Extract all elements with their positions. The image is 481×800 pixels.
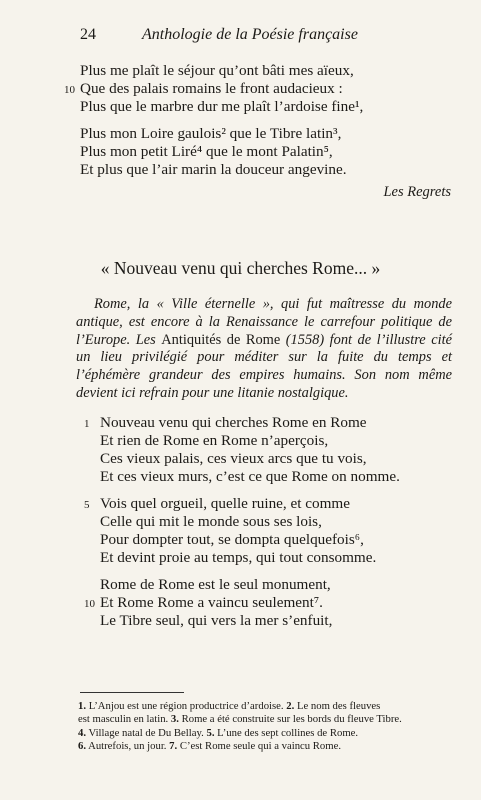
footnote-divider <box>80 692 184 693</box>
stanza <box>80 576 460 630</box>
verse-line <box>84 495 460 513</box>
footnote-number: 1. <box>78 700 87 712</box>
verse-text: Que des palais romains le front audacieux : <box>80 80 343 97</box>
verse-text: Plus que le marbre dur me plaît l’ardoise fine¹, <box>80 98 364 115</box>
verse-text: Et Rome Rome a vaincu seulement⁷. <box>100 594 323 611</box>
running-header <box>80 26 451 46</box>
verse-text: Plus mon Loire gaulois² que le Tibre latin³, <box>80 125 342 142</box>
work-title: Antiquités de Rome <box>161 331 281 348</box>
verse-text: Et devint proie au temps, qui tout consomme. <box>100 549 377 566</box>
poem-introduction <box>76 296 452 403</box>
footnote-number: 4. <box>78 726 87 739</box>
footnote-text: est masculin en latin. <box>78 713 171 726</box>
footnote-line <box>78 713 452 726</box>
verse-line <box>80 161 460 179</box>
verse-line <box>80 143 460 161</box>
verse-line <box>100 513 460 531</box>
footnote-text: Rome a été construite sur les bords du fleuve Tibre. <box>178 713 402 726</box>
verse-text: Plus me plaît le séjour qu’ont bâti mes aïeux, <box>80 62 354 79</box>
footnote-number: 7. <box>169 740 178 753</box>
footnote-number: 6. <box>78 740 87 753</box>
line-number: 1 <box>84 418 90 430</box>
footnote-line <box>78 740 452 753</box>
verse-line <box>64 80 460 98</box>
verse-text: Rome de Rome est le seul monument, <box>100 576 331 593</box>
footnote-number: 3. <box>170 713 179 726</box>
verse-line <box>100 450 460 468</box>
page-number: 24 <box>80 26 96 43</box>
verse-line <box>84 414 460 432</box>
footnote-text: C’est Rome seule qui a vaincu Rome. <box>177 740 341 753</box>
verse-text: Vois quel orgueil, quelle ruine, et comme <box>100 495 350 512</box>
stanza <box>64 62 460 116</box>
verse-text: Celle qui mit le monde sous ses lois, <box>100 513 322 530</box>
verse-line <box>84 594 460 612</box>
footnote-text: Autrefois, un jour. <box>86 740 170 753</box>
footnotes <box>78 700 452 754</box>
line-number: 5 <box>84 499 90 511</box>
footnote-text: L’Anjou est une région productrice d’ardoise. <box>86 700 287 712</box>
verse-line <box>80 98 460 116</box>
verse-line <box>100 432 460 450</box>
verse-line <box>100 612 460 630</box>
verse-line <box>80 125 460 143</box>
verse-line <box>100 531 460 549</box>
poem-source: Les Regrets <box>383 184 451 200</box>
footnote-text: Le nom des fleuves <box>294 700 381 712</box>
verse-line <box>100 468 460 486</box>
footnote-number: 2. <box>286 700 295 712</box>
line-number: 10 <box>84 598 95 610</box>
poem-excerpt-regrets <box>64 62 460 188</box>
stanza <box>80 495 460 567</box>
footnote-text: L’une des sept collines de Rome. <box>214 726 359 739</box>
footnote-line <box>78 727 452 740</box>
intro-text: Rome, la « Ville éternelle », qui fut maîtresse du monde antique, est encore à la Renaissance le carrefour politique de l’Europe. Les <box>76 296 452 348</box>
verse-text: Ces vieux palais, ces vieux arcs que tu vois, <box>100 450 367 467</box>
verse-text: Et ces vieux murs, c’est ce que Rome on nomme. <box>100 468 400 485</box>
verse-text: Pour dompter tout, se dompta quelquefois⁶, <box>100 531 364 548</box>
verse-line <box>100 576 460 594</box>
running-title: Anthologie de la Poésie française <box>142 26 358 43</box>
verse-line <box>100 549 460 567</box>
stanza <box>80 125 460 179</box>
poem-sonnet <box>80 414 460 639</box>
stanza <box>80 414 460 486</box>
verse-line <box>80 62 460 80</box>
poem-title: « Nouveau venu qui cherches Rome... » <box>100 258 381 278</box>
intro-text: (1558) font de l’illustre cité un lieu privilégié pour méditer sur la fuite du temps et l’éphémère grandeur des empires humains. Son nom même devient ici refrain pour une litanie nostalgique. <box>76 331 452 401</box>
line-number: 10 <box>64 84 75 96</box>
verse-text: Plus mon petit Liré⁴ que le mont Palatin⁵, <box>80 143 333 160</box>
verse-text: Le Tibre seul, qui vers la mer s’enfuit, <box>100 612 333 629</box>
footnote-number: 5. <box>206 726 215 739</box>
verse-text: Et rien de Rome en Rome n’aperçois, <box>100 432 329 449</box>
footnote-line <box>78 700 452 713</box>
verse-text: Et plus que l’air marin la douceur angevine. <box>80 161 347 178</box>
footnote-text: Village natal de Du Bellay. <box>86 726 207 739</box>
verse-text: Nouveau venu qui cherches Rome en Rome <box>100 414 367 431</box>
